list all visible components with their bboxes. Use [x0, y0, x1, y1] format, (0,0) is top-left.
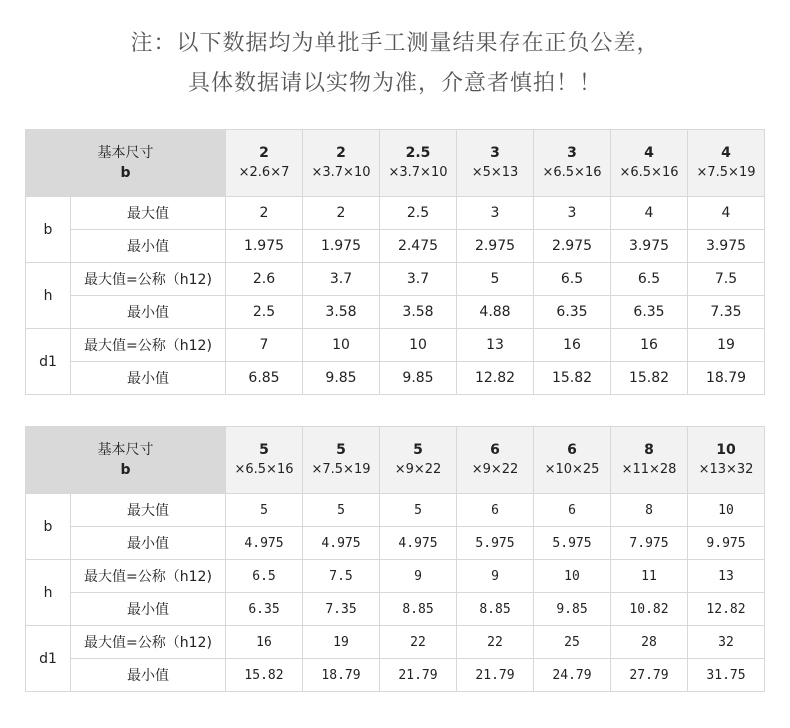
size-column-header — [688, 130, 765, 197]
table-row — [26, 329, 765, 362]
table-cell: 22 — [380, 626, 457, 659]
row-label: 最小值 — [71, 296, 226, 329]
table-cell: 7.35 — [303, 593, 380, 626]
table-row — [26, 626, 765, 659]
size-column-header — [380, 130, 457, 197]
row-label: 最大值=公称（h12) — [71, 329, 226, 362]
table-cell: 3.975 — [688, 230, 765, 263]
table-cell: 6.85 — [226, 362, 303, 395]
table-cell: 10.82 — [611, 593, 688, 626]
table-cell: 15.82 — [534, 362, 611, 395]
table-cell: 1.975 — [303, 230, 380, 263]
size-value: 5 — [259, 442, 269, 458]
table-cell: 6.5 — [534, 263, 611, 296]
size-column-header — [534, 130, 611, 197]
table-cell: 27.79 — [611, 659, 688, 692]
table-cell: 1.975 — [226, 230, 303, 263]
table-cell: 9.85 — [380, 362, 457, 395]
size-value: 2.5 — [405, 145, 431, 161]
size-value: 3 — [490, 145, 500, 161]
table-cell: 3.7 — [380, 263, 457, 296]
table-row — [26, 659, 765, 692]
table-cell: 4.975 — [226, 527, 303, 560]
size-value: 10 — [716, 442, 736, 458]
table-cell: 12.82 — [457, 362, 534, 395]
table-cell: 2.975 — [534, 230, 611, 263]
size-dimensions: ×7.5×19 — [696, 165, 756, 180]
table-cell: 9.85 — [534, 593, 611, 626]
size-value: 4 — [644, 145, 654, 161]
size-column-header — [303, 427, 380, 494]
table-cell: 19 — [303, 626, 380, 659]
table-cell: 12.82 — [688, 593, 765, 626]
table-cell: 15.82 — [611, 362, 688, 395]
table-cell: 4 — [611, 197, 688, 230]
size-column-header — [688, 427, 765, 494]
size-dimensions: ×11×28 — [621, 462, 677, 477]
table-row — [26, 197, 765, 230]
table-cell: 11 — [611, 560, 688, 593]
table-cell: 7.975 — [611, 527, 688, 560]
row-label: 最小值 — [71, 593, 226, 626]
table-cell: 18.79 — [303, 659, 380, 692]
table-cell: 21.79 — [380, 659, 457, 692]
table-row — [26, 230, 765, 263]
table-cell: 6.35 — [611, 296, 688, 329]
table-cell: 3.58 — [303, 296, 380, 329]
row-label: 最小值 — [71, 362, 226, 395]
header-basic-size — [26, 427, 226, 494]
table-row — [26, 494, 765, 527]
spec-table-2 — [25, 426, 765, 692]
size-dimensions: ×9×22 — [471, 462, 519, 477]
table-cell: 4.975 — [380, 527, 457, 560]
row-label: 最大值=公称（h12) — [71, 626, 226, 659]
table-cell: 3.58 — [380, 296, 457, 329]
table-row — [26, 296, 765, 329]
table-cell: 7.35 — [688, 296, 765, 329]
table-cell: 5.975 — [457, 527, 534, 560]
size-value: 4 — [721, 145, 731, 161]
table-cell: 2 — [303, 197, 380, 230]
table-cell: 2.475 — [380, 230, 457, 263]
size-dimensions: ×3.7×10 — [311, 165, 371, 180]
table-cell: 7.5 — [688, 263, 765, 296]
row-label: 最大值=公称（h12) — [71, 263, 226, 296]
size-column-header — [226, 130, 303, 197]
table-row — [26, 263, 765, 296]
size-value: 6 — [490, 442, 500, 458]
size-dimensions: ×13×32 — [698, 462, 754, 477]
table-cell: 3.7 — [303, 263, 380, 296]
table-row — [26, 560, 765, 593]
table-cell: 6.5 — [226, 560, 303, 593]
table-cell: 9 — [380, 560, 457, 593]
table-cell: 4 — [688, 197, 765, 230]
table-cell: 3 — [457, 197, 534, 230]
size-value: 2 — [259, 145, 269, 161]
row-label: 最大值 — [71, 494, 226, 527]
size-dimensions: ×6.5×16 — [619, 165, 679, 180]
header-basic-size — [26, 130, 226, 197]
table-cell: 16 — [534, 329, 611, 362]
table-cell: 10 — [534, 560, 611, 593]
size-value: 8 — [644, 442, 654, 458]
spec-table-1 — [25, 129, 765, 395]
table-cell: 32 — [688, 626, 765, 659]
table-cell: 3 — [534, 197, 611, 230]
size-column-header — [226, 427, 303, 494]
table-cell: 6.35 — [534, 296, 611, 329]
size-value: 2 — [336, 145, 346, 161]
table-cell: 8.85 — [380, 593, 457, 626]
row-label: 最小值 — [71, 659, 226, 692]
disclaimer-line-1: 注：以下数据均为单批手工测量结果存在正负公差， — [130, 31, 660, 56]
table-cell: 5 — [303, 494, 380, 527]
table-cell: 7 — [226, 329, 303, 362]
table-cell: 5 — [457, 263, 534, 296]
disclaimer-line-2: 具体数据请以实物为准，介意者慎拍！！ — [187, 71, 602, 96]
size-value: 5 — [413, 442, 423, 458]
table-cell: 9.975 — [688, 527, 765, 560]
table-cell: 8.85 — [457, 593, 534, 626]
header-b-label: b — [120, 165, 131, 181]
size-column-header — [611, 427, 688, 494]
table-cell: 31.75 — [688, 659, 765, 692]
table-cell: 18.79 — [688, 362, 765, 395]
group-label-d1: d1 — [26, 626, 71, 692]
size-dimensions: ×9×22 — [394, 462, 442, 477]
table-cell: 8 — [611, 494, 688, 527]
table-cell: 2.5 — [226, 296, 303, 329]
row-label: 最大值=公称（h12) — [71, 560, 226, 593]
row-label: 最小值 — [71, 230, 226, 263]
row-label: 最大值 — [71, 197, 226, 230]
size-dimensions: ×3.7×10 — [388, 165, 448, 180]
table-row — [26, 593, 765, 626]
table-cell: 28 — [611, 626, 688, 659]
size-value: 6 — [567, 442, 577, 458]
table-cell: 2.975 — [457, 230, 534, 263]
table-cell: 24.79 — [534, 659, 611, 692]
table-cell: 4.975 — [303, 527, 380, 560]
table-cell: 21.79 — [457, 659, 534, 692]
group-label-b: b — [26, 494, 71, 560]
table-cell: 13 — [688, 560, 765, 593]
table-cell: 10 — [688, 494, 765, 527]
size-column-header — [534, 427, 611, 494]
table-cell: 5 — [380, 494, 457, 527]
table-cell: 5.975 — [534, 527, 611, 560]
table-cell: 10 — [303, 329, 380, 362]
table-cell: 7.5 — [303, 560, 380, 593]
header-b-label: b — [120, 462, 131, 478]
group-label-b: b — [26, 197, 71, 263]
size-dimensions: ×6.5×16 — [542, 165, 602, 180]
table-cell: 16 — [611, 329, 688, 362]
table-cell: 16 — [226, 626, 303, 659]
table-cell: 6 — [534, 494, 611, 527]
header-basic-size-label: 基本尺寸 — [97, 442, 154, 458]
table-cell: 13 — [457, 329, 534, 362]
size-dimensions: ×2.6×7 — [238, 165, 290, 180]
header-basic-size-label: 基本尺寸 — [97, 145, 154, 161]
group-label-h: h — [26, 560, 71, 626]
size-dimensions: ×5×13 — [471, 165, 519, 180]
group-label-d1: d1 — [26, 329, 71, 395]
table-cell: 4.88 — [457, 296, 534, 329]
size-dimensions: ×7.5×19 — [311, 462, 371, 477]
size-dimensions: ×10×25 — [544, 462, 600, 477]
size-value: 5 — [336, 442, 346, 458]
group-label-h: h — [26, 263, 71, 329]
table-cell: 6.5 — [611, 263, 688, 296]
table-row — [26, 527, 765, 560]
table-cell: 9.85 — [303, 362, 380, 395]
table-cell: 10 — [380, 329, 457, 362]
table-cell: 5 — [226, 494, 303, 527]
table-cell: 2.6 — [226, 263, 303, 296]
size-column-header — [611, 130, 688, 197]
table-cell: 3.975 — [611, 230, 688, 263]
size-column-header — [303, 130, 380, 197]
size-dimensions: ×6.5×16 — [234, 462, 294, 477]
table-cell: 19 — [688, 329, 765, 362]
size-value: 3 — [567, 145, 577, 161]
table-cell: 6 — [457, 494, 534, 527]
table-cell: 6.35 — [226, 593, 303, 626]
table-cell: 22 — [457, 626, 534, 659]
table-row — [26, 362, 765, 395]
size-column-header — [457, 427, 534, 494]
table-cell: 25 — [534, 626, 611, 659]
table-cell: 15.82 — [226, 659, 303, 692]
table-cell: 2.5 — [380, 197, 457, 230]
table-cell: 9 — [457, 560, 534, 593]
size-column-header — [457, 130, 534, 197]
size-column-header — [380, 427, 457, 494]
row-label: 最小值 — [71, 527, 226, 560]
table-cell: 2 — [226, 197, 303, 230]
